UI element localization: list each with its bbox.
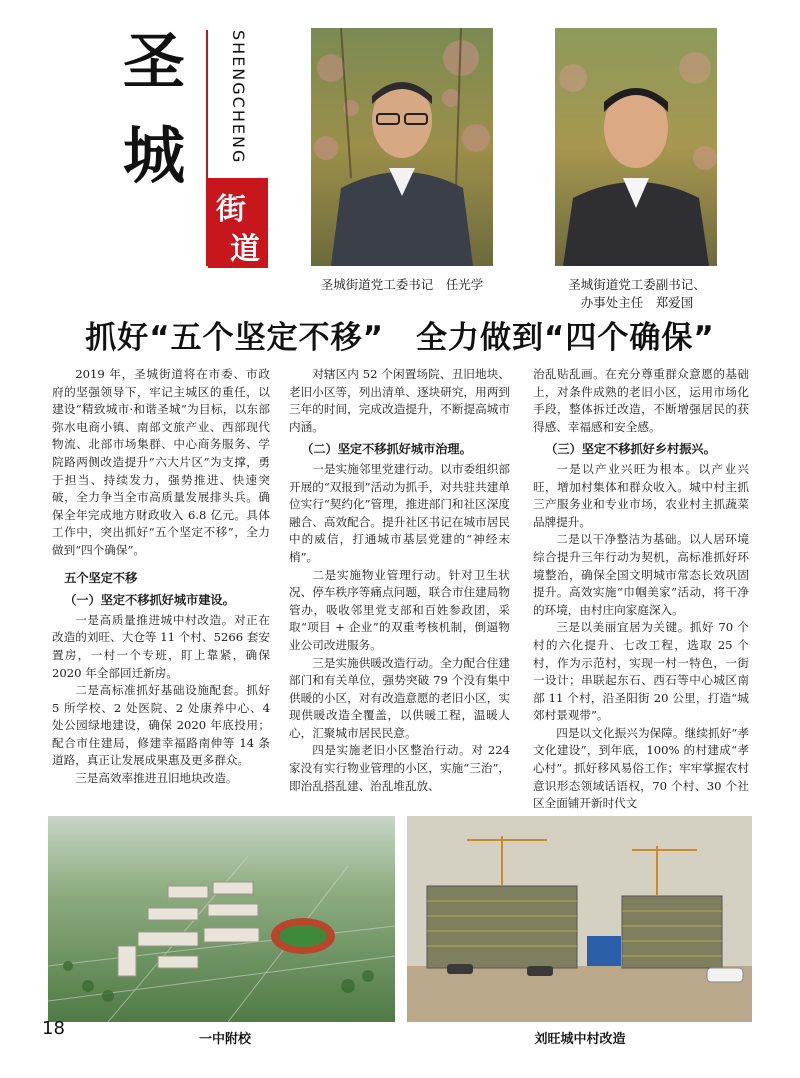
body-paragraph: 一是实施邻里党建行动。以市委组织部开展的“双报到”活动为抓手，对共驻共建单位实行“契约化”管理，推进部门和社区深度融合、高效配合。提升社区书记在城市居民中的威信，打通城市基层党建的“神经末梢”。 — [289, 461, 510, 564]
section-title-char-2: 城 — [122, 119, 185, 192]
portrait-photo-1 — [311, 28, 493, 266]
body-paragraph: 二是高标准抓好基础设施配套。抓好 5 所学校、2 处医院、2 处康养中心、4 处公园绿地建设，确保 2020 年底投用；配合市住建局，修建幸福路南伸等 14 条道路，真正让发展成果惠及更多群众。 — [52, 683, 270, 768]
village-photo-caption: 刘旺城中村改造 — [534, 1032, 626, 1047]
school-photo-caption: 一中附校 — [198, 1032, 251, 1047]
body-paragraph: 三是实施供暖改造行动。全力配合住建部门和有关单位，强势突破 79 个没有集中供暖的小区，对有改造意愿的老旧小区，实现供暖改造全覆盖，以供暖工程，温暖人心，汇聚城市居民民意。 — [289, 655, 510, 740]
portrait-1-image — [311, 28, 493, 266]
article-column-2 — [289, 366, 510, 795]
article-headline: 抓好“五个坚定不移” 全力做到“四个确保” — [85, 320, 715, 356]
body-paragraph: 治乱贴乱画。在充分尊重群众意愿的基础上，对条件成熟的老旧小区，运用市场化手段，整体拆迁改造，不断增强居民的获得感、幸福感和安全感。 — [533, 367, 749, 434]
body-paragraph: 三是以美丽宜居为关键。抓好 70 个村的六化提升、七改工程，选取 25 个村，作为示范村，实现一村一特色，一街一设计；串联起东石、西石等中心城区南部 11 个村，沿圣阳街 20 公里，打造“城郊村景观带”。 — [533, 620, 749, 723]
section-title-char-1: 圣 — [122, 25, 185, 98]
body-paragraph: 四是以文化振兴为保障。继续抓好“孝文化建设”，到年底，100% 的村建成“孝心村”。抓好移风易俗工作；牢牢掌握农村意识形态领域话语权，70 个村、30 个社区全面铺开新时代文 — [533, 725, 749, 811]
article-column-1 — [52, 366, 270, 788]
portrait-2-caption-line-1: 圣城街道党工委副书记、 — [568, 277, 706, 292]
body-paragraph: 对辖区内 52 个闲置场院、丑旧地块、老旧小区等，列出清单、逐块研究，用两到三年的时间，完成改造提升，不断提高城市内涵。 — [289, 367, 510, 434]
portrait-2-image — [555, 28, 717, 266]
portrait-1-caption-line: 圣城街道党工委书记 任光学 — [320, 277, 484, 292]
school-rendering-image — [48, 816, 395, 1022]
subsection-heading-2: （二）坚定不移抓好城市治理。 — [301, 442, 472, 457]
village-renovation-image — [407, 816, 752, 1022]
portrait-1-caption — [300, 276, 504, 294]
section-title-pinyin: SHENGCHENG — [229, 30, 248, 165]
subsection-heading-3: （三）坚定不移抓好乡村振兴。 — [545, 442, 716, 457]
article-column-3 — [533, 366, 749, 813]
section-heading: 五个坚定不移 — [64, 570, 138, 585]
body-paragraph: 二是以干净整洁为基础。以人居环境综合提升三年行动为契机，高标准抓好环境整治，确保全国文明城市常态长效巩固提升。高效实施“巾帼美家”活动，将干净的环境，由村庄向家庭深入。 — [533, 532, 749, 617]
intro-paragraph: 2019 年，圣城街道将在市委、市政府的坚强领导下，牢记主城区的重任，以建设“精致城市·和谐圣城”为目标，以东部弥水电商小镇、南部文旅产业、西部现代物流、北部市场集群、中心商务服务、学院路两侧改造提升“六大片区”为支撑，勇于担当、持续发力，强势推进、快速突破，全力争当全市高质量发展排头兵。确保全年完成地方财政收入 6.8 亿元。具体工作中，突出抓好“五个坚定不移”，全力做到“四个确保”。 — [52, 367, 270, 557]
subsection-char-1: 街 — [216, 192, 246, 227]
body-paragraph: 三是高效率推进丑旧地块改造。 — [75, 771, 238, 786]
subsection-heading-1: （一）坚定不移抓好城市建设。 — [64, 593, 235, 608]
page-number: 18 — [42, 1018, 65, 1039]
body-paragraph: 一是高质量推进城中村改造。对正在改造的刘旺、大仓等 11 个村、5266 套安置房，一村一个专班，盯上靠紧，确保 2020 年全部回迁新房。 — [52, 612, 270, 680]
subsection-badge — [208, 178, 268, 268]
body-paragraph: 二是实施物业管理行动。针对卫生状况、停车秩序等痛点问题，联合市住建局物管办，吸收邻里党支部和百姓参政团，采取“项目 + 企业”的双重考核机制，倒逼物业公司改进服务。 — [289, 567, 510, 652]
subsection-char-2: 道 — [230, 232, 260, 267]
section-title-chinese — [112, 24, 196, 194]
portrait-2-caption-line-2: 办事处主任 郑爱国 — [580, 295, 694, 310]
portrait-photo-2 — [555, 28, 717, 266]
portrait-2-caption — [545, 276, 729, 312]
village-renovation-photo — [407, 816, 752, 1022]
body-paragraph: 一是以产业兴旺为根本。以产业兴旺，增加村集体和群众收入。城中村主抓三产服务业和专业市场，农业村主抓蔬菜品牌提升。 — [533, 461, 749, 529]
body-paragraph: 四是实施老旧小区整治行动。对 224 家没有实行物业管理的小区，实施“三治”，即治乱搭乱建、治乱堆乱放、 — [289, 743, 510, 793]
school-rendering-photo — [48, 816, 395, 1022]
